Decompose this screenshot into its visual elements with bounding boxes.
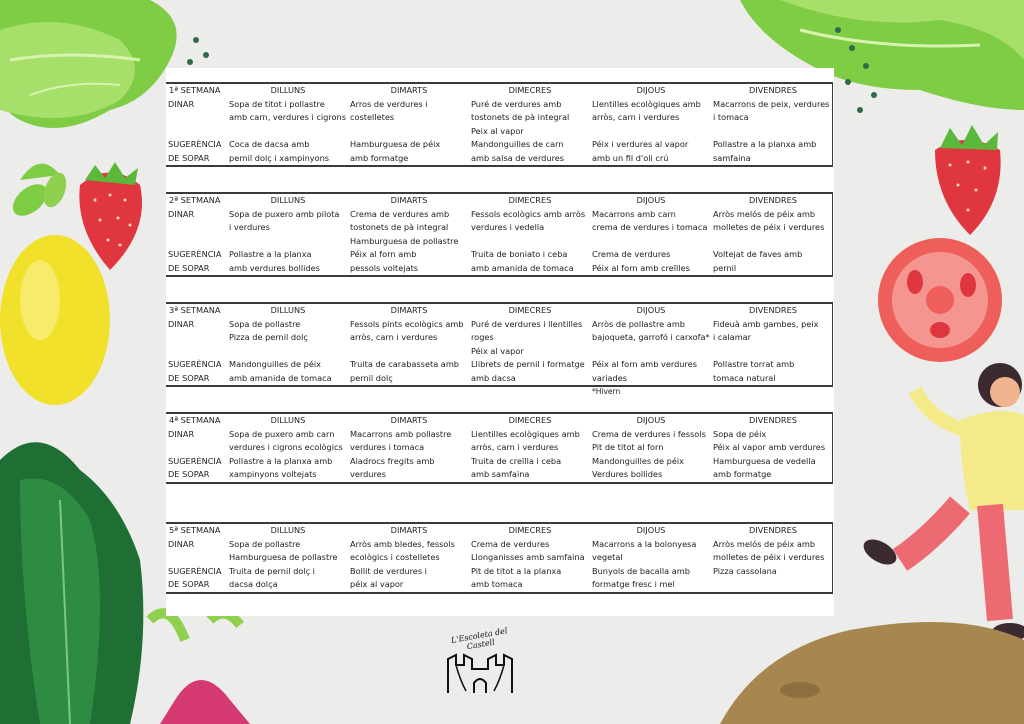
dinner-cell: Aladrocs fregits amb verdures [350, 455, 435, 479]
dinner-cell: Mandonguilles de péix amb amanida de tomaca [229, 359, 332, 383]
lunch-cell: Arròs amb bledes, fessols ecològics i costelletes [350, 538, 455, 562]
day-header: DIJOUS [636, 415, 666, 425]
lunch-row [166, 428, 833, 455]
dinner-cell: Hamburguesa de péix amb formatge [350, 139, 441, 163]
dinner-label: SUGERÈNCIA DE SOPAR [168, 455, 222, 479]
person-illustration [859, 363, 1024, 641]
lunch-cell: Puré de verdures i llentilles roges Péix al vapor [471, 318, 583, 356]
day-header: DIMECRES [508, 525, 552, 535]
radish-illustration [150, 613, 250, 724]
lunch-cell: Sopa de pollastre Pizza de pernil dolç [229, 318, 308, 342]
dinner-cell: Bollit de verdures i péix al vapor [350, 565, 427, 589]
day-header: DIMARTS [390, 525, 428, 535]
dinner-cell: Pollastre a la planxa amb verdures bollides [229, 249, 320, 273]
lunch-row [166, 538, 833, 565]
dinner-cell: Mandonguilles de carn amb salsa de verdures [471, 139, 565, 163]
potato-illustration [720, 622, 1024, 724]
lunch-label: DINAR [168, 208, 195, 219]
lunch-cell: Llentilles ecològiques amb arròs, carn i verdures [471, 428, 580, 452]
day-header: DIMARTS [390, 415, 428, 425]
lunch-cell: Crema de verdures Llonganisses amb samfaina [471, 538, 585, 562]
dinner-row [166, 358, 833, 385]
lunch-cell: Crema de verdures i fessols Pit de titot al forn [592, 428, 706, 452]
lettuce-illustration-left [0, 0, 177, 128]
castle-icon [440, 625, 520, 697]
day-header: DIMECRES [508, 85, 552, 95]
dinner-cell: Hamburguesa de vedella amb formatge [713, 455, 816, 479]
day-header: DIMECRES [508, 305, 552, 315]
dinner-cell: Coca de dacsa amb pernil dolç i xampinyons [229, 139, 330, 163]
week-table-1 [166, 82, 833, 167]
day-header: DIVENDRES [749, 195, 797, 205]
spinach-illustration [0, 442, 143, 724]
lunch-label: DINAR [168, 98, 195, 109]
day-header: DILLUNS [270, 195, 306, 205]
week-table-3 [166, 302, 833, 387]
week-table-4 [166, 412, 833, 484]
day-header: DIVENDRES [749, 525, 797, 535]
lunch-cell: Arròs melós de péix amb molletes de péix i verdures [713, 208, 825, 232]
week-table-2 [166, 192, 833, 277]
lunch-cell: Arros de verdures i costelletes [350, 98, 428, 122]
day-header: DIMARTS [390, 85, 428, 95]
lunch-cell: Llentilles ecològiques amb arròs, carn i verdures [592, 98, 701, 122]
lunch-cell: Macarrons amb pollastre verdures i tomaca [350, 428, 452, 452]
dinner-cell: Truita de pernil dolç i dacsa dolça [229, 565, 315, 589]
lunch-label: DINAR [168, 428, 195, 439]
day-header: DIMARTS [390, 195, 428, 205]
footnote-winter: *Hivern [592, 387, 621, 396]
lunch-cell: Sopa de pollastre Hamburguesa de pollastre [229, 538, 338, 562]
dinner-cell: Péix al forn amb verdures variades [592, 359, 697, 383]
dinner-cell: Pizza cassolana [713, 565, 777, 576]
day-header: DILLUNS [270, 305, 306, 315]
dinner-cell: Truita de carabasseta amb pernil dolç [350, 359, 459, 383]
day-header: DILLUNS [270, 525, 306, 535]
lunch-row [166, 318, 833, 359]
dinner-cell: Pollastre torrat amb tomaca natural [713, 359, 795, 383]
dinner-cell: Péix al forn amb pessols voltejats [350, 249, 419, 273]
dinner-label: SUGERÈNCIA DE SOPAR [168, 139, 222, 163]
day-header: DILLUNS [270, 85, 306, 95]
lunch-label: DINAR [168, 538, 195, 549]
lunch-cell: Sopa de puxero amb pilota i verdures [229, 208, 340, 232]
dinner-cell: Pit de titot a la planxa amb tomaca [471, 565, 562, 589]
dinner-cell: Crema de verdures Péix al forn amb creïlles [592, 249, 690, 273]
lunch-cell: Puré de verdures amb tostonets de pà integral Peix al vapor [471, 98, 570, 136]
lunch-cell: Sopa de puxero amb carn verdures i cigrons ecològics [229, 428, 343, 452]
day-header: DIJOUS [636, 195, 666, 205]
lunch-row [166, 208, 833, 249]
lunch-cell: Fessols ecològics amb arròs verdures i vedella [471, 208, 586, 232]
week-table-5 [166, 522, 833, 594]
logo-text: L'Escoleta del Castell [450, 626, 509, 652]
day-header: DIVENDRES [749, 305, 797, 315]
day-header: DIMECRES [508, 415, 552, 425]
day-header: DIVENDRES [749, 415, 797, 425]
lunch-cell: Macarrons de peix, verdures i tomaca [713, 98, 830, 122]
lunch-cell: Sopa de titot i pollastre amb carn, verdures i cigrons [229, 98, 347, 122]
lunch-cell: Macarrons a la bolonyesa vegetal [592, 538, 697, 562]
dinner-row [166, 248, 833, 275]
dinner-cell: Pollastre a la planxa amb xampinyons voltejats [229, 455, 333, 479]
dinner-cell: Voltejat de faves amb pernil [713, 249, 803, 273]
school-logo [440, 625, 520, 697]
week-title: 1ª SETMANA [169, 85, 221, 95]
dinner-cell: Truita de boniato i ceba amb amanida de tomaca [471, 249, 574, 273]
dinner-cell: Llibrets de pernil i formatge amb dacsa [471, 359, 585, 383]
day-header: DILLUNS [270, 415, 306, 425]
lunch-cell: Fideuà amb gambes, peix i calamar [713, 318, 819, 342]
dinner-row [166, 138, 833, 165]
day-header: DIMECRES [508, 195, 552, 205]
week-title: 3ª SETMANA [169, 305, 221, 315]
lunch-cell: Crema de verdures amb tostonets de pà integral Hamburguesa de pollastre [350, 208, 459, 246]
dinner-row [166, 565, 833, 592]
lunch-cell: Sopa de péix Péix al vapor amb verdures [713, 428, 826, 452]
lunch-cell: Arròs de pollastre amb bajoqueta, garrofó i carxofa* [592, 318, 710, 342]
dinner-cell: Mandonguilles de péix Verdures bollides [592, 455, 684, 479]
lunch-cell: Arròs melós de péix amb molletes de péix i verdures [713, 538, 825, 562]
strawberry-illustration-right [935, 125, 1001, 235]
dinner-cell: Pollastre a la planxa amb samfaina [713, 139, 817, 163]
lunch-row [166, 98, 833, 139]
week-title: 4ª SETMANA [169, 415, 221, 425]
day-header: DIJOUS [636, 525, 666, 535]
dinner-row [166, 455, 833, 482]
dinner-label: SUGERÈNCIA DE SOPAR [168, 565, 222, 589]
day-header: DIVENDRES [749, 85, 797, 95]
dinner-label: SUGERÈNCIA DE SOPAR [168, 359, 222, 383]
lunch-cell: Macarrons amb carn crema de verdures i tomaca [592, 208, 708, 232]
dinner-cell: Péix i verdures al vapor amb un fil d'oli crú [592, 139, 689, 163]
day-header: DIJOUS [636, 85, 666, 95]
dinner-cell: Truita de creïlla i ceba amb samfaina [471, 455, 562, 479]
day-header: DIJOUS [636, 305, 666, 315]
dinner-label: SUGERÈNCIA DE SOPAR [168, 249, 222, 273]
lunch-cell: Fessols pints ecològics amb arròs, carn i verdures [350, 318, 464, 342]
week-title: 5ª SETMANA [169, 525, 221, 535]
dinner-cell: Bunyols de bacalla amb formatge fresc i mel [592, 565, 690, 589]
tomato-illustration [878, 238, 1002, 362]
lunch-label: DINAR [168, 318, 195, 329]
week-title: 2ª SETMANA [169, 195, 221, 205]
day-header: DIMARTS [390, 305, 428, 315]
